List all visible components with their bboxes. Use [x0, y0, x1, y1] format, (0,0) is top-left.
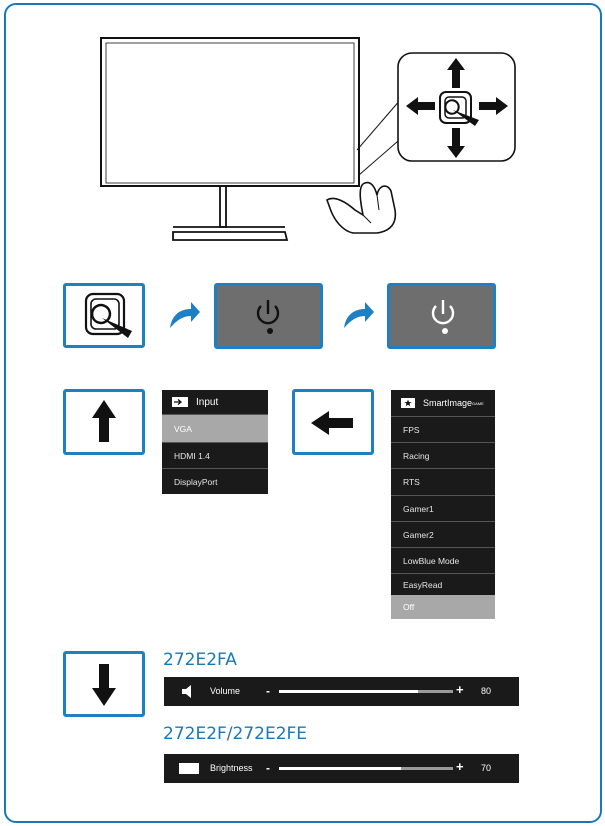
brightness-icon — [179, 763, 199, 774]
power-on-box — [387, 283, 496, 349]
menu-item-gamer2[interactable]: Gamer2 — [391, 521, 495, 547]
arrow-left-icon — [295, 392, 371, 452]
volume-value: 80 — [481, 686, 492, 696]
power-icon — [390, 286, 493, 346]
menu-item-hdmi[interactable]: HDMI 1.4 — [162, 442, 268, 468]
arrow-right-icon — [479, 97, 508, 115]
menu-item-rts[interactable]: RTS — [391, 468, 495, 495]
volume-fill — [279, 690, 418, 693]
brightness-fill — [279, 767, 401, 770]
arrow-down-icon — [66, 654, 142, 714]
joystick-directions — [403, 58, 513, 160]
brightness-minus[interactable]: - — [266, 761, 270, 775]
menu-item-lowblue[interactable]: LowBlue Mode — [391, 547, 495, 573]
smartimage-menu-sup: GAME — [472, 400, 484, 406]
model-name-272e2f: 272E2F/272E2FE — [163, 724, 308, 744]
arrow-up-icon — [66, 392, 142, 452]
model-name-272e2fa: 272E2FA — [163, 650, 237, 670]
smartimage-menu-title: SmartImage — [423, 398, 473, 408]
input-icon — [172, 397, 188, 407]
input-menu — [162, 390, 268, 494]
smartimage-menu — [391, 390, 495, 619]
volume-track[interactable] — [279, 690, 453, 693]
volume-bar — [164, 677, 519, 706]
curved-arrow-icon — [167, 300, 201, 330]
arrow-up-icon — [447, 58, 465, 88]
left-button-box — [292, 389, 374, 455]
input-menu-header — [162, 390, 268, 414]
brightness-value: 70 — [481, 763, 492, 773]
brightness-label: Brightness — [210, 763, 253, 773]
menu-item-racing[interactable]: Racing — [391, 442, 495, 468]
volume-plus[interactable]: + — [456, 682, 464, 697]
input-menu-title: Input — [196, 396, 219, 408]
brightness-bar — [164, 754, 519, 783]
menu-item-easyread[interactable]: EasyRead — [391, 573, 495, 595]
power-icon — [217, 286, 320, 346]
joystick-icon — [440, 92, 479, 126]
menu-item-fps[interactable]: FPS — [391, 416, 495, 442]
power-off-box — [214, 283, 323, 349]
star-icon — [401, 398, 415, 408]
joystick-press-box — [63, 283, 145, 348]
speaker-icon — [181, 685, 195, 698]
smartimage-menu-header — [391, 390, 495, 416]
menu-item-displayport[interactable]: DisplayPort — [162, 468, 268, 494]
menu-item-off[interactable]: Off — [391, 595, 495, 619]
up-button-box — [63, 389, 145, 455]
menu-item-gamer1[interactable]: Gamer1 — [391, 495, 495, 521]
joystick-icon — [66, 286, 142, 345]
brightness-plus[interactable]: + — [456, 759, 464, 774]
down-button-box — [63, 651, 145, 717]
volume-label: Volume — [210, 686, 241, 696]
arrow-down-icon — [447, 128, 465, 158]
curved-arrow-icon — [341, 300, 375, 330]
brightness-track[interactable] — [279, 767, 453, 770]
menu-item-vga[interactable]: VGA — [162, 414, 268, 442]
volume-minus[interactable]: - — [266, 684, 270, 698]
arrow-left-icon — [406, 97, 435, 115]
